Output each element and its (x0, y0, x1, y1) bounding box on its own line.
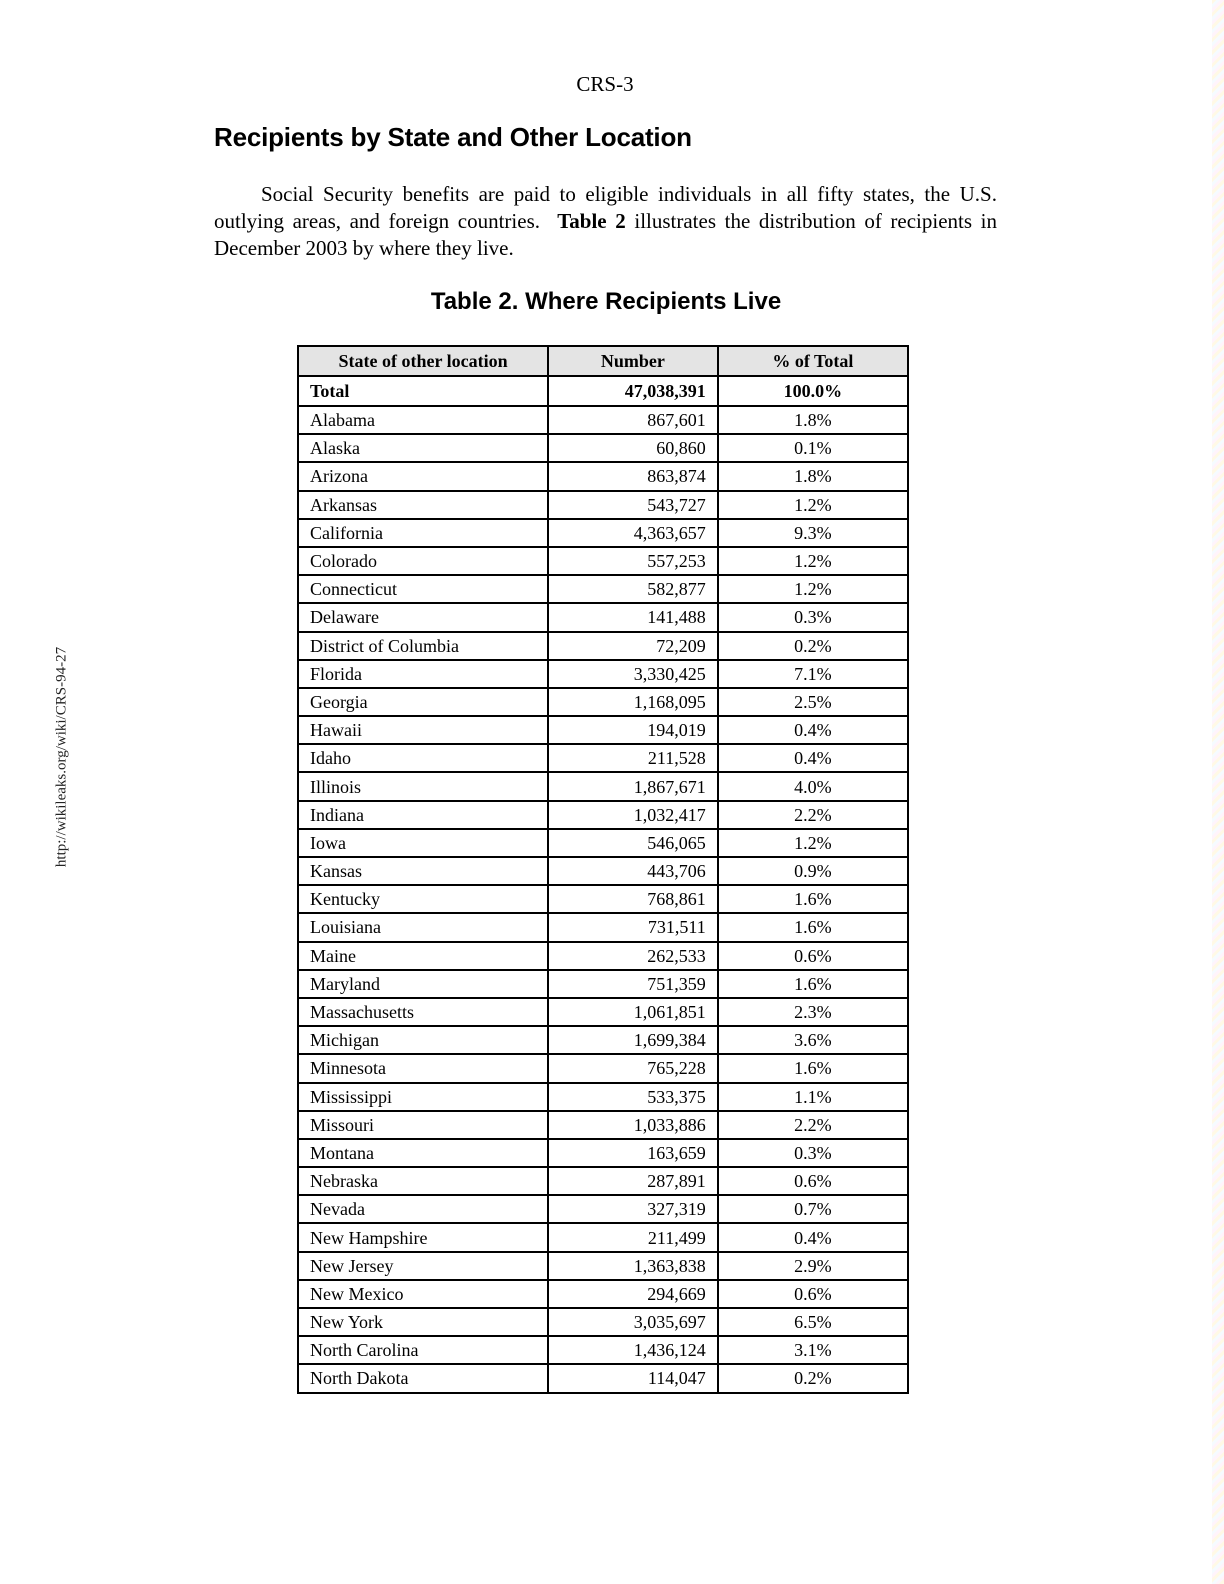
cell-number: 1,699,384 (548, 1026, 718, 1054)
cell-pct: 1.6% (718, 885, 908, 913)
cell-state: North Dakota (298, 1364, 548, 1392)
cell-pct: 7.1% (718, 660, 908, 688)
table-row (298, 547, 908, 575)
cell-pct: 1.2% (718, 575, 908, 603)
paragraph-text-2: illustrates the distribution of recipients in December 2003 by where they live. (214, 209, 997, 260)
table-row (298, 829, 908, 857)
cell-pct: 1.6% (718, 1054, 908, 1082)
cell-state: New York (298, 1308, 548, 1336)
cell-state: Idaho (298, 744, 548, 772)
table-row-total (298, 376, 908, 406)
cell-state: Hawaii (298, 716, 548, 744)
cell-pct: 6.5% (718, 1308, 908, 1336)
cell-pct: 1.1% (718, 1083, 908, 1111)
cell-number: 751,359 (548, 970, 718, 998)
cell-state: Maryland (298, 970, 548, 998)
cell-state: New Mexico (298, 1280, 548, 1308)
cell-number: 3,330,425 (548, 660, 718, 688)
cell-number: 294,669 (548, 1280, 718, 1308)
cell-pct: 0.9% (718, 857, 908, 885)
table-row (298, 1139, 908, 1167)
cell-state: Minnesota (298, 1054, 548, 1082)
cell-pct: 0.2% (718, 632, 908, 660)
cell-number: 60,860 (548, 434, 718, 462)
cell-pct: 0.3% (718, 603, 908, 631)
cell-pct: 1.2% (718, 829, 908, 857)
cell-pct: 2.9% (718, 1252, 908, 1280)
cell-number: 1,168,095 (548, 688, 718, 716)
cell-state: Delaware (298, 603, 548, 631)
cell-number: 543,727 (548, 491, 718, 519)
cell-pct: 0.2% (718, 1364, 908, 1392)
table-row (298, 1195, 908, 1223)
header-percent: % of Total (718, 346, 908, 376)
table-row (298, 1336, 908, 1364)
cell-number: 863,874 (548, 462, 718, 490)
table-row (298, 744, 908, 772)
table-title: Table 2. Where Recipients Live (430, 288, 782, 315)
cell-pct: 0.6% (718, 942, 908, 970)
cell-number: 557,253 (548, 547, 718, 575)
table-row (298, 970, 908, 998)
cell-pct: 0.7% (718, 1195, 908, 1223)
cell-number: 1,061,851 (548, 998, 718, 1026)
cell-number: 4,363,657 (548, 519, 718, 547)
cell-state: Nebraska (298, 1167, 548, 1195)
cell-state: Mississippi (298, 1083, 548, 1111)
cell-number: 443,706 (548, 857, 718, 885)
cell-state: Alaska (298, 434, 548, 462)
cell-state: Missouri (298, 1111, 548, 1139)
cell-state: Nevada (298, 1195, 548, 1223)
table-row (298, 434, 908, 462)
table-row (298, 1364, 908, 1392)
cell-number: 582,877 (548, 575, 718, 603)
page-number: CRS-3 (576, 72, 634, 96)
cell-pct: 2.2% (718, 1111, 908, 1139)
cell-number: 72,209 (548, 632, 718, 660)
cell-number: 731,511 (548, 913, 718, 941)
table-row (298, 1054, 908, 1082)
cell-pct: 4.0% (718, 772, 908, 800)
cell-number: 114,047 (548, 1364, 718, 1392)
cell-number: 327,319 (548, 1195, 718, 1223)
total-number: 47,038,391 (548, 376, 718, 406)
cell-number: 1,363,838 (548, 1252, 718, 1280)
table-row (298, 1223, 908, 1251)
table-row (298, 885, 908, 913)
table-row (298, 1280, 908, 1308)
cell-state: Maine (298, 942, 548, 970)
cell-state: Georgia (298, 688, 548, 716)
cell-state: Arizona (298, 462, 548, 490)
cell-number: 1,436,124 (548, 1336, 718, 1364)
cell-pct: 1.2% (718, 547, 908, 575)
table-row (298, 716, 908, 744)
cell-number: 141,488 (548, 603, 718, 631)
cell-pct: 2.3% (718, 998, 908, 1026)
cell-number: 867,601 (548, 406, 718, 434)
scan-edge-artifact (1212, 0, 1224, 1584)
paragraph-text-1: Social Security benefits are paid to eligible individuals in all fifty states, the U.S. outlying areas, and foreign countries. (214, 182, 997, 233)
table-reference: Table 2 (557, 209, 626, 233)
table-row (298, 1252, 908, 1280)
cell-number: 211,499 (548, 1223, 718, 1251)
cell-number: 3,035,697 (548, 1308, 718, 1336)
cell-pct: 0.6% (718, 1280, 908, 1308)
cell-pct: 9.3% (718, 519, 908, 547)
table-row (298, 857, 908, 885)
table-row (298, 1111, 908, 1139)
table-row (298, 519, 908, 547)
table-row (298, 688, 908, 716)
cell-pct: 1.8% (718, 406, 908, 434)
total-label: Total (298, 376, 548, 406)
cell-state: District of Columbia (298, 632, 548, 660)
table-row (298, 632, 908, 660)
cell-number: 1,867,671 (548, 772, 718, 800)
cell-pct: 1.6% (718, 913, 908, 941)
cell-state: Florida (298, 660, 548, 688)
cell-pct: 0.4% (718, 716, 908, 744)
table-row (298, 913, 908, 941)
cell-state: New Hampshire (298, 1223, 548, 1251)
cell-pct: 1.6% (718, 970, 908, 998)
cell-number: 163,659 (548, 1139, 718, 1167)
cell-pct: 1.2% (718, 491, 908, 519)
table-row (298, 1083, 908, 1111)
table-row (298, 942, 908, 970)
table-header-row (298, 346, 908, 376)
cell-number: 287,891 (548, 1167, 718, 1195)
cell-pct: 3.6% (718, 1026, 908, 1054)
section-title: Recipients by State and Other Location (214, 122, 692, 152)
total-percent: 100.0% (718, 376, 908, 406)
cell-number: 262,533 (548, 942, 718, 970)
cell-pct: 0.4% (718, 1223, 908, 1251)
cell-state: Kansas (298, 857, 548, 885)
cell-state: New Jersey (298, 1252, 548, 1280)
cell-number: 1,032,417 (548, 801, 718, 829)
cell-number: 546,065 (548, 829, 718, 857)
table-row (298, 1308, 908, 1336)
cell-state: Montana (298, 1139, 548, 1167)
cell-pct: 2.5% (718, 688, 908, 716)
table-row (298, 660, 908, 688)
header-state: State of other location (298, 346, 548, 376)
table-row (298, 603, 908, 631)
side-url-watermark: http://wikileaks.org/wiki/CRS-94-27 (53, 646, 70, 868)
table-row (298, 801, 908, 829)
cell-state: Indiana (298, 801, 548, 829)
cell-state: Louisiana (298, 913, 548, 941)
cell-state: Iowa (298, 829, 548, 857)
cell-number: 194,019 (548, 716, 718, 744)
cell-state: Massachusetts (298, 998, 548, 1026)
cell-number: 765,228 (548, 1054, 718, 1082)
intro-paragraph (214, 181, 997, 262)
cell-pct: 0.3% (718, 1139, 908, 1167)
recipients-table (297, 345, 909, 1394)
cell-state: Arkansas (298, 491, 548, 519)
cell-number: 211,528 (548, 744, 718, 772)
cell-number: 533,375 (548, 1083, 718, 1111)
cell-pct: 1.8% (718, 462, 908, 490)
cell-pct: 0.4% (718, 744, 908, 772)
table-row (298, 491, 908, 519)
cell-state: Connecticut (298, 575, 548, 603)
table-row (298, 772, 908, 800)
table-row (298, 462, 908, 490)
table-row (298, 1026, 908, 1054)
cell-pct: 0.6% (718, 1167, 908, 1195)
header-number: Number (548, 346, 718, 376)
cell-number: 1,033,886 (548, 1111, 718, 1139)
table-row (298, 575, 908, 603)
cell-state: Michigan (298, 1026, 548, 1054)
cell-state: Illinois (298, 772, 548, 800)
cell-state: Alabama (298, 406, 548, 434)
cell-pct: 2.2% (718, 801, 908, 829)
cell-state: Kentucky (298, 885, 548, 913)
cell-number: 768,861 (548, 885, 718, 913)
cell-pct: 0.1% (718, 434, 908, 462)
cell-state: Colorado (298, 547, 548, 575)
cell-pct: 3.1% (718, 1336, 908, 1364)
cell-state: North Carolina (298, 1336, 548, 1364)
table-row (298, 1167, 908, 1195)
table-row (298, 406, 908, 434)
cell-state: California (298, 519, 548, 547)
table-row (298, 998, 908, 1026)
